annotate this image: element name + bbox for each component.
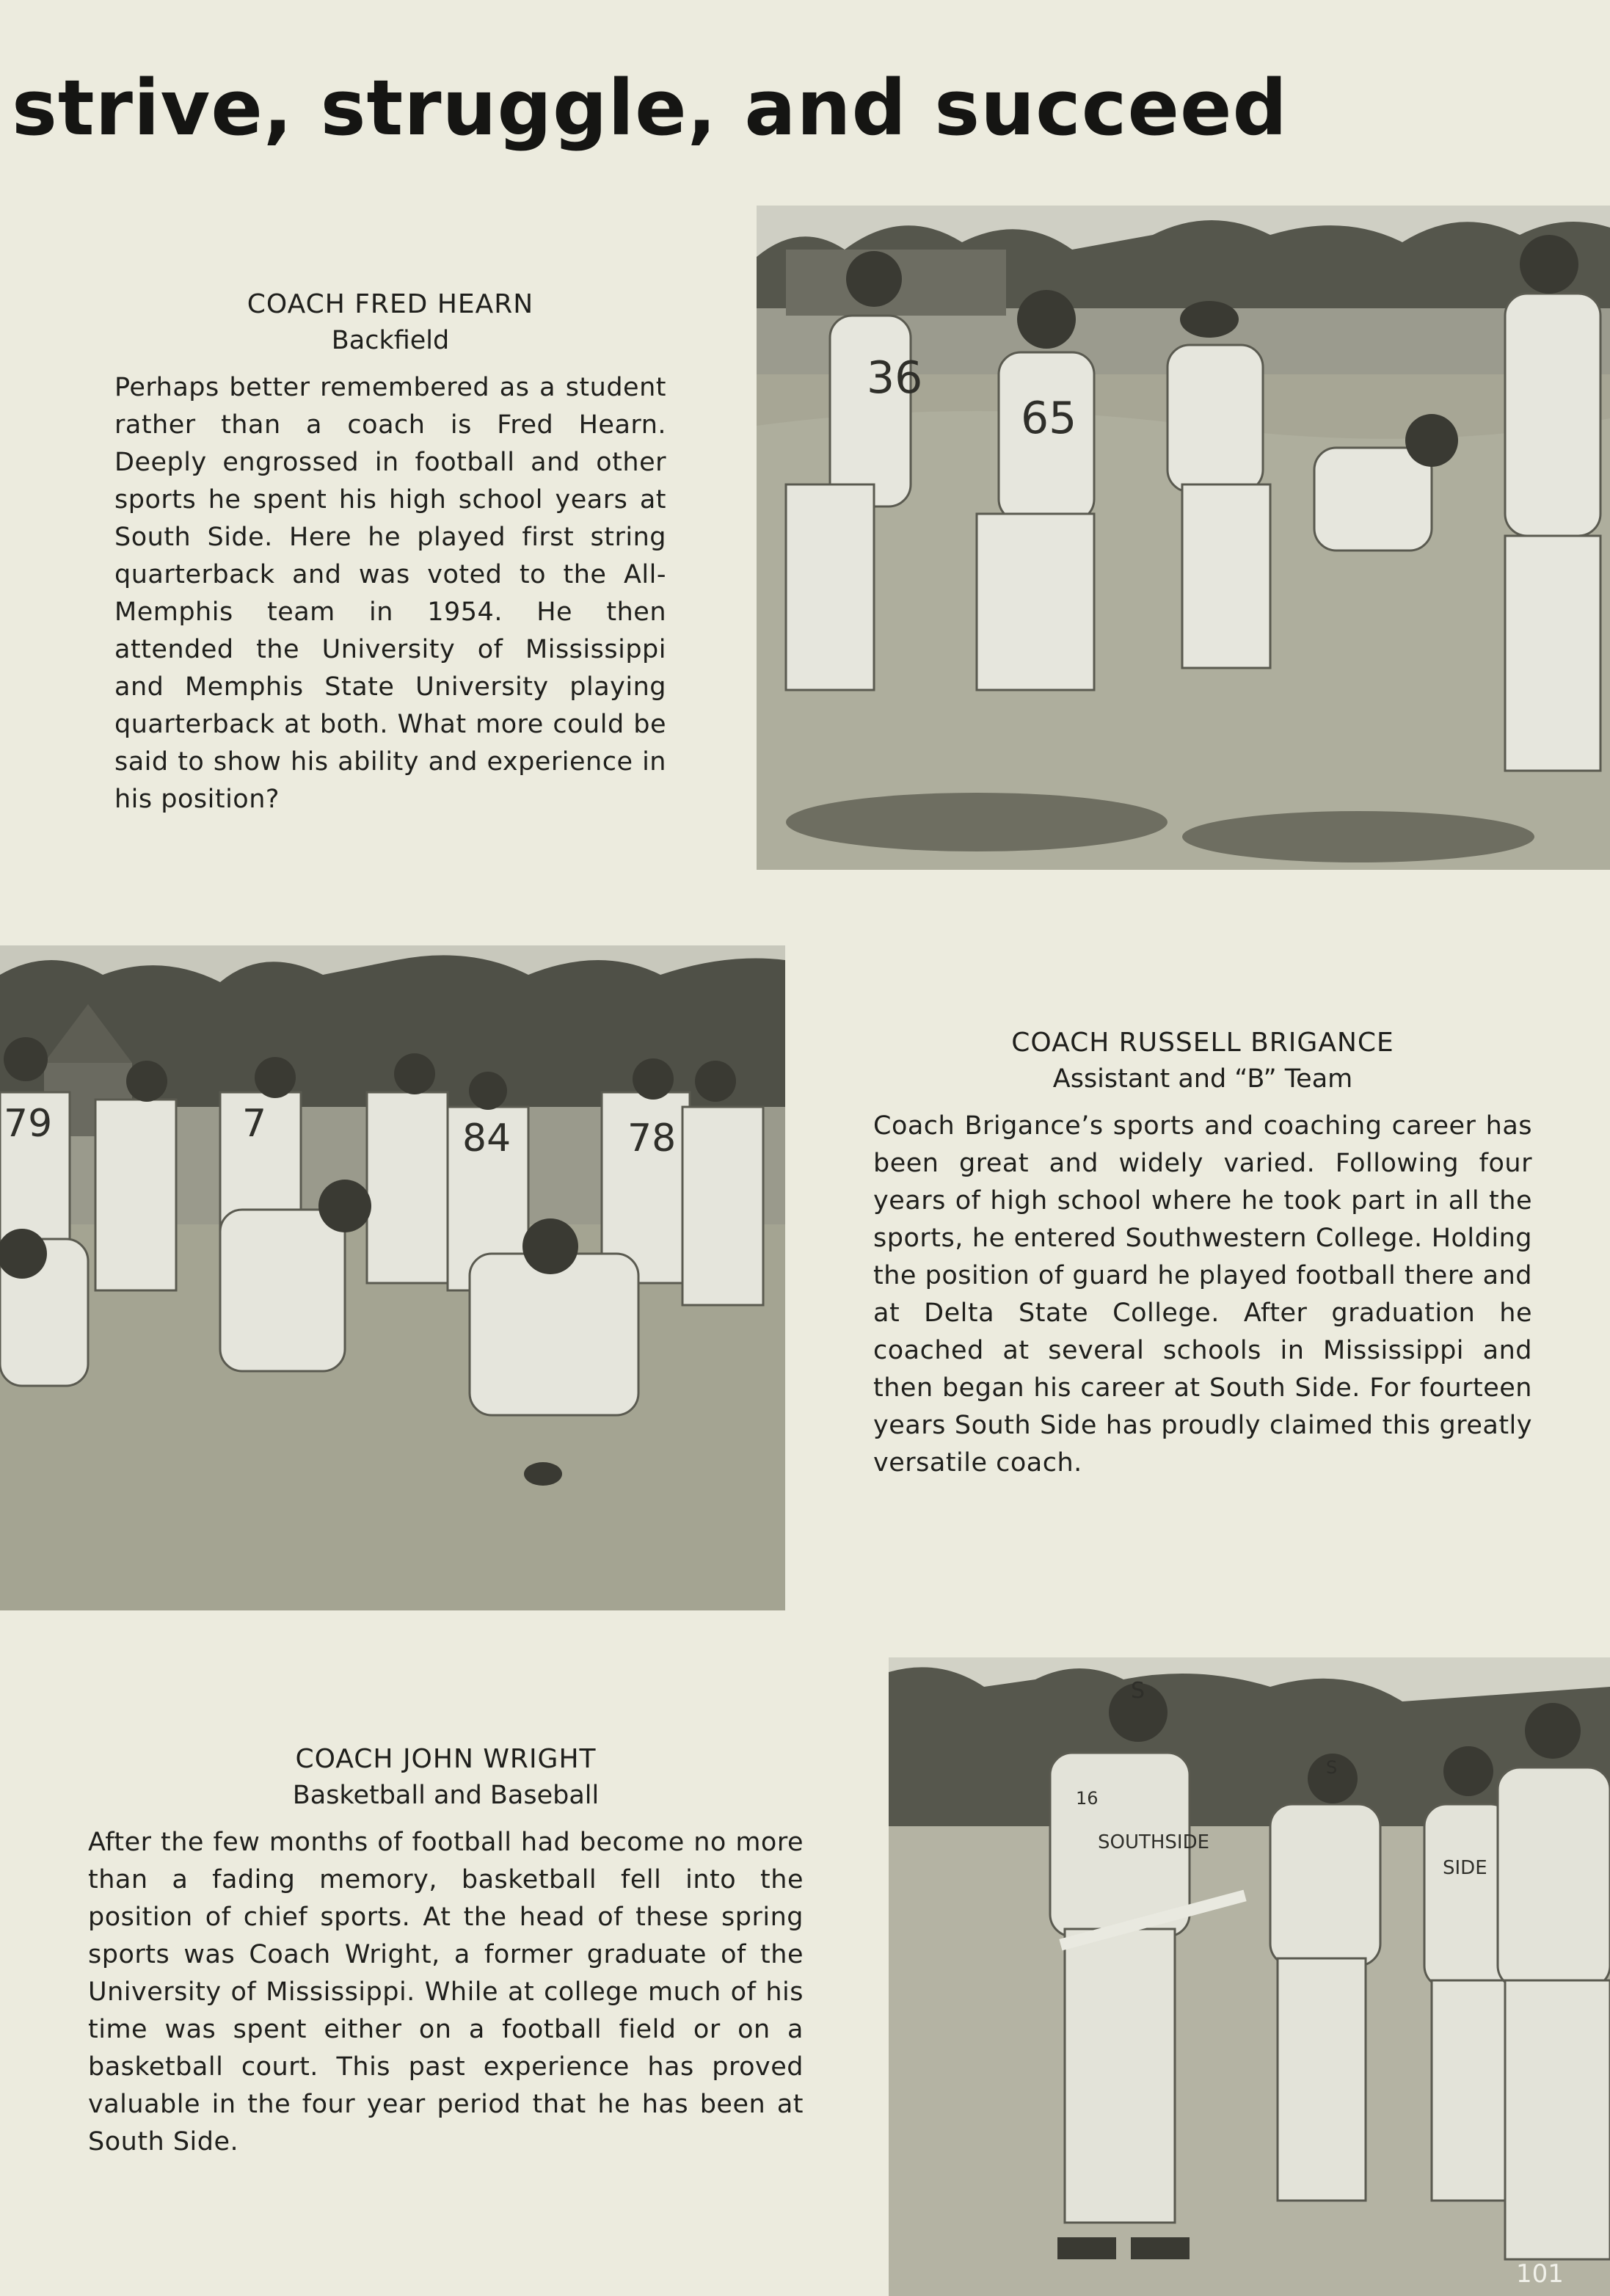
- cap-letter-s-2: S: [1326, 1757, 1338, 1778]
- uniform-number-16: 16: [1076, 1788, 1099, 1809]
- photo-line-practice: [0, 945, 785, 1610]
- coach-role: Basketball and Baseball: [292, 1781, 600, 1811]
- jersey-number-65: 65: [1021, 393, 1077, 444]
- page-number: 101: [1516, 2259, 1564, 2289]
- coach-name: COACH JOHN WRIGHT: [295, 1744, 597, 1774]
- uniform-text-southside: SOUTHSIDE: [1098, 1831, 1210, 1853]
- cap-letter-s-1: S: [1131, 1678, 1145, 1704]
- section-fred-hearn: [114, 286, 666, 818]
- photo-backfield-practice: [757, 206, 1610, 870]
- photo-baseball-team: [889, 1657, 1610, 2296]
- coach-role: Backfield: [331, 326, 450, 356]
- section-russell-brigance: [873, 1025, 1532, 1482]
- coach-bio: Coach Brigance’s sports and coaching career has been great and widely varied. Following four years of high school where he took part in all the sports, he entered Southwestern College. Holding the position of guard he played football there and at Delta State College. After graduation he coached at several schools in Mississippi and then began his career at South Side. For fourteen years South Side has proudly claimed this greatly versatile coach.: [873, 1111, 1532, 1478]
- jersey-number-7: 7: [242, 1102, 267, 1146]
- jersey-number-36: 36: [867, 352, 923, 404]
- jersey-number-78: 78: [627, 1116, 677, 1160]
- coach-name: COACH RUSSELL BRIGANCE: [1011, 1028, 1394, 1058]
- uniform-text-side: SIDE: [1443, 1857, 1487, 1879]
- section-john-wright: [88, 1741, 804, 2161]
- jersey-number-84: 84: [462, 1116, 511, 1160]
- jersey-number-79: 79: [4, 1102, 53, 1146]
- page-headline: strive, struggle, and succeed: [12, 63, 1288, 153]
- coach-bio: Perhaps better remembered as a student rather than a coach is Fred Hearn. Deeply engrossed in football and other sports he spent his high school years at South Side. Here he played first string quarterback and was voted to the All-Memphis team in 1954. He then attended the University of Mississippi and Memphis State University playing quarterback at both. What more could be said to show his ability and experience in his position?: [114, 373, 666, 815]
- coach-role: Assistant and “B” Team: [1052, 1064, 1353, 1094]
- coach-name: COACH FRED HEARN: [247, 289, 534, 319]
- coach-bio: After the few months of football had become no more than a fading memory, basketball fell into the position of chief sports. At the head of these spring sports was Coach Wright, a former graduate of the University of Mississippi. While at college much of his time was spent either on a football field or on a basketball court. This past experience has proved valuable in the four year period that he has been at South Side.: [88, 1828, 804, 2157]
